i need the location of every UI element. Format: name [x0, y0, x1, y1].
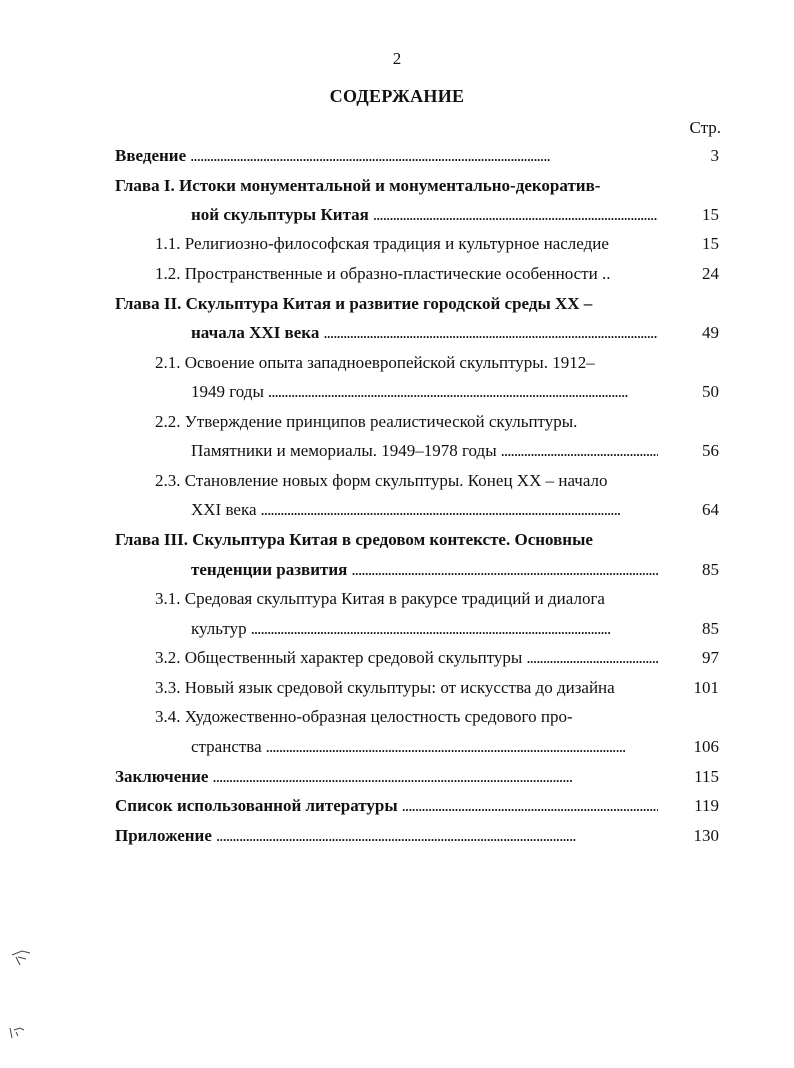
toc-entry-chapter-3-cont[interactable] [191, 558, 794, 582]
toc-entry-label: 2.3. Становление новых форм скульптуры. Конец XX – начало [155, 471, 608, 490]
toc-entry-label: Введение [115, 146, 187, 165]
toc-entry-chapter-2-cont[interactable] [191, 321, 794, 345]
toc-entry-chapter-1-cont[interactable] [191, 203, 794, 227]
toc-entry-label: 1949 годы [191, 382, 264, 401]
toc-entry-page: 15 [702, 234, 719, 253]
toc-entry-section-2-1[interactable] [155, 351, 794, 375]
toc-entry-page: 49 [702, 323, 719, 342]
toc-entry-label: Глава I. Истоки монументальной и монументально-декоратив- [115, 176, 601, 195]
toc-entry-label: культур [191, 619, 247, 638]
toc-entry-section-3-1-cont[interactable] [191, 617, 794, 641]
toc-entry-page: 50 [702, 382, 719, 401]
toc-entry-label: XXI века [191, 500, 257, 519]
toc-entry-label: 1.1. Религиозно-философская традиция и культурное наследие [155, 234, 609, 253]
toc-entry-section-3-4[interactable] [155, 705, 794, 729]
toc-entry-page: 56 [702, 441, 719, 460]
scan-mark-artifact [8, 945, 48, 975]
toc-entry-section-2-2[interactable] [155, 410, 794, 434]
toc-entry-label: Список использованной литературы [115, 796, 398, 815]
toc-entry-page: 85 [702, 619, 719, 638]
toc-entry-conclusion[interactable] [115, 765, 794, 789]
toc-entry-page: 3 [710, 146, 719, 165]
page-column-header: Стр. [689, 118, 721, 137]
toc-entry-intro[interactable] [115, 144, 794, 168]
toc-entry-label: странства [191, 737, 262, 756]
toc-entry-page: 24 [702, 264, 719, 283]
toc-entry-section-2-3-cont[interactable] [191, 498, 794, 522]
toc-entry-page: 101 [693, 678, 719, 697]
toc-entry-references[interactable] [115, 794, 794, 818]
toc-entry-section-2-3[interactable] [155, 469, 794, 493]
toc-entry-section-1-2[interactable] [155, 262, 794, 286]
toc-entry-label: Памятники и мемориалы. 1949–1978 годы [191, 441, 497, 460]
toc-entry-chapter-1[interactable] [115, 174, 794, 198]
toc-entry-section-2-2-cont[interactable] [191, 439, 794, 463]
toc-entry-label: 2.2. Утверждение принципов реалистической скульптуры. [155, 412, 578, 431]
toc-entry-label: ной скульптуры Китая [191, 205, 369, 224]
toc-entry-section-2-1-cont[interactable] [191, 380, 794, 404]
toc-entry-chapter-3[interactable] [115, 528, 794, 552]
toc-entry-page: 106 [693, 737, 719, 756]
toc-entry-label: Приложение [115, 826, 212, 845]
toc-entry-label: 2.1. Освоение опыта западноевропейской скульптуры. 1912– [155, 353, 595, 372]
toc-entry-page: 115 [694, 767, 719, 786]
toc-entry-label: начала XXI века [191, 323, 320, 342]
toc-entry-page: 119 [694, 796, 719, 815]
toc-entry-page: 130 [693, 826, 719, 845]
toc-entry-label: тенденции развития [191, 560, 348, 579]
toc-entry-page: 15 [702, 205, 719, 224]
toc-entry-section-1-1[interactable] [155, 232, 794, 256]
page-title: СОДЕРЖАНИЕ [329, 86, 465, 106]
toc-entry-page: 85 [702, 560, 719, 579]
toc-entry-section-3-4-cont[interactable] [191, 735, 794, 759]
toc-entry-label: Заключение [115, 767, 209, 786]
toc-entry-chapter-2[interactable] [115, 292, 794, 316]
toc-entry-label: Глава II. Скульптура Китая и развитие городской среды XX – [115, 294, 593, 313]
toc-entry-label: 3.3. Новый язык средовой скульптуры: от искусства до дизайна [155, 678, 615, 697]
toc-entry-section-3-2[interactable] [155, 646, 794, 670]
toc-entry-section-3-1[interactable] [155, 587, 794, 611]
toc-entry-label: 3.1. Средовая скульптура Китая в ракурсе традиций и диалога [155, 589, 605, 608]
toc-entry-label: 3.2. Общественный характер средовой скульптуры [155, 648, 523, 667]
toc-entry-page: 97 [702, 648, 719, 667]
toc-entry-label: 3.4. Художественно-образная целостность средового про- [155, 707, 573, 726]
toc-entry-appendix[interactable] [115, 824, 794, 848]
page-number: 2 [392, 49, 402, 68]
toc-entry-page: 64 [702, 500, 719, 519]
toc-entry-section-3-3[interactable] [155, 676, 794, 700]
toc-entry-label: Глава III. Скульптура Китая в средовом контексте. Основные [115, 530, 593, 549]
scan-mark-artifact [6, 1022, 36, 1052]
toc-entry-label: 1.2. Пространственные и образно-пластические особенности .. [155, 264, 611, 283]
